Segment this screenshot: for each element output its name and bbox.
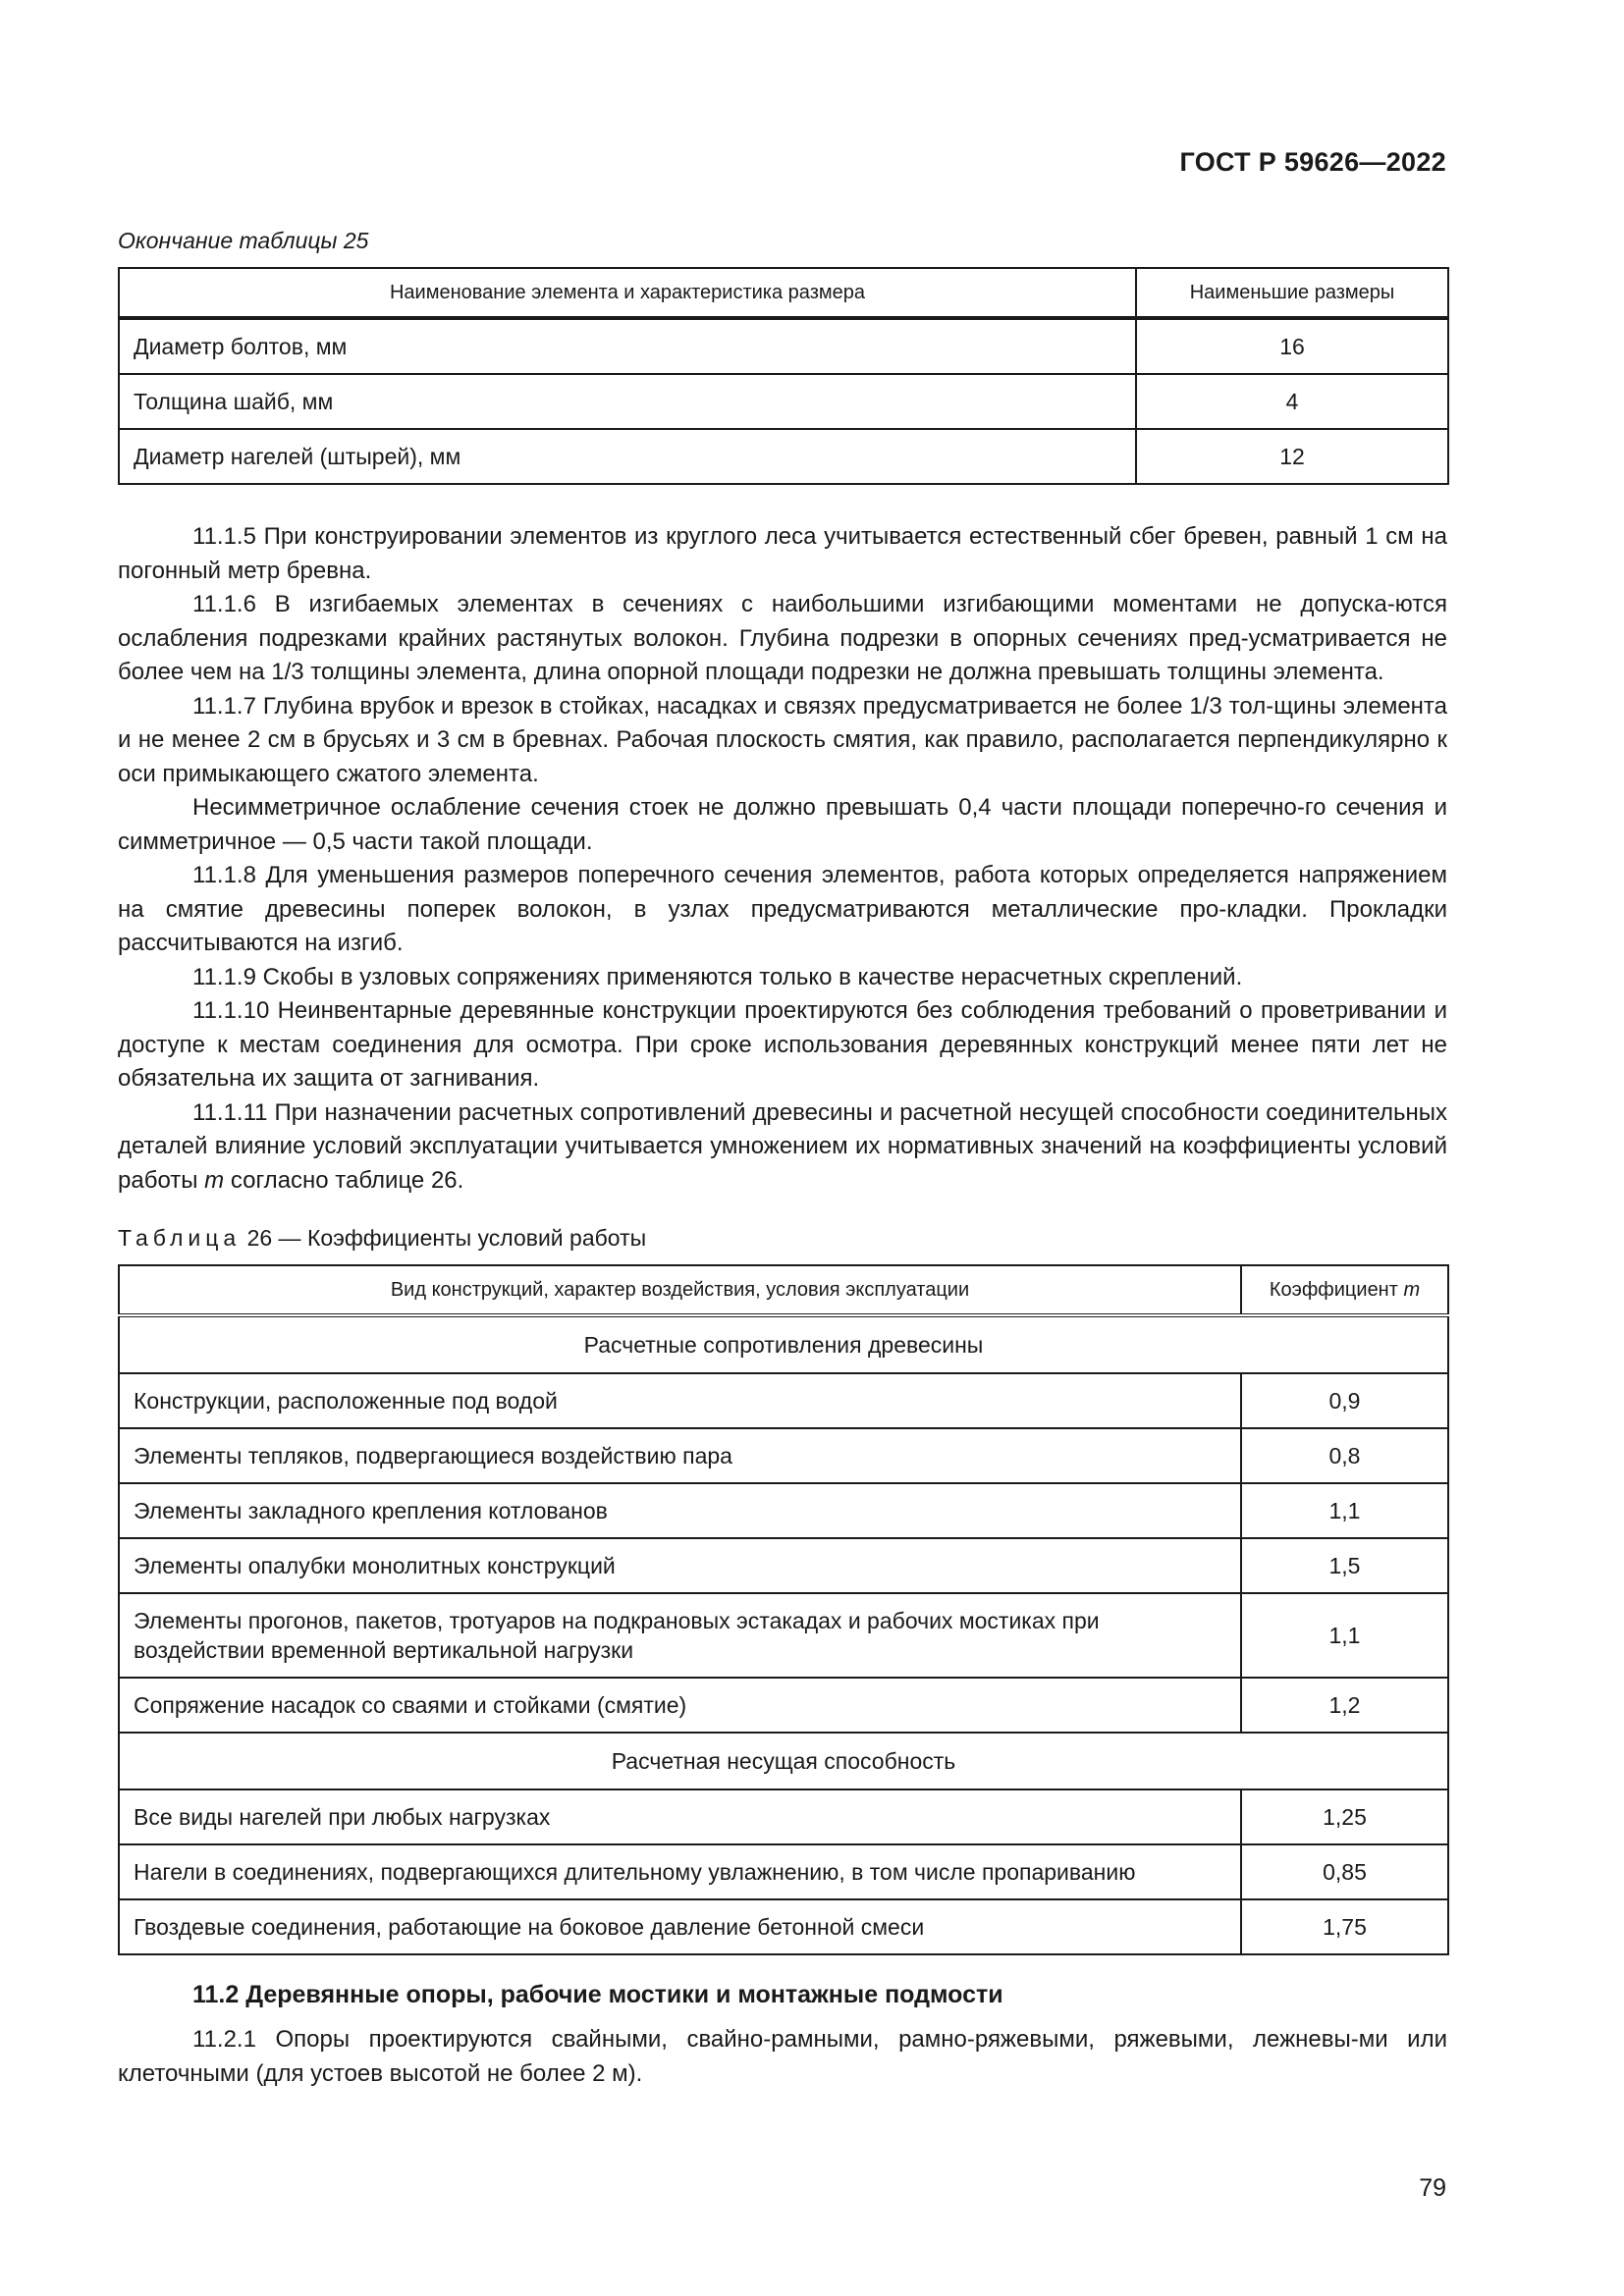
- table26-row-value: 1,5: [1241, 1538, 1448, 1593]
- symbol-m: m: [1403, 1278, 1421, 1301]
- table25-row-name: Толщина шайб, мм: [119, 374, 1136, 429]
- page-number: 79: [1419, 2174, 1446, 2202]
- paragraph-11-1-7: 11.1.7 Глубина врубок и врезок в стойках, насадках и связях предусматривается не более 1/3 тол-щины элемента и не менее 2 см в брусьях и 3 см в бревнах. Рабочая плоскость смятия, как правило, располагается перпендикулярно к оси примыкающего сжатого элемента.: [118, 692, 1447, 787]
- section-heading: 11.2 Деревянные опоры, рабочие мостики и монтажные подмости: [192, 1981, 1003, 2008]
- table-row: [119, 374, 1448, 429]
- table26-caption-label: Таблица: [118, 1225, 242, 1251]
- table-row: [119, 1538, 1448, 1593]
- paragraph-11-1-6: 11.1.6 В изгибаемых элементах в сечениях с наибольшими изгибающими моментами не допуска-ются ослабления подрезками крайних растянутых волокон. Глубина подрезки в опорных сечениях пред-усматривается не более чем на 1/3 толщины элемента, длина опорной площади подрезки не должна превышать толщины элемента.: [118, 591, 1447, 685]
- table25-row-name: Диаметр болтов, мм: [119, 318, 1136, 374]
- table-row: [119, 429, 1448, 484]
- table26-row-name: Гвоздевые соединения, работающие на боковое давление бетонной смеси: [119, 1899, 1241, 1954]
- table25-row-value: 4: [1136, 374, 1448, 429]
- document-code: ГОСТ Р 59626—2022: [1179, 147, 1446, 177]
- table25-header-row: [119, 268, 1448, 318]
- table26: [118, 1264, 1449, 1955]
- table-row: [119, 1428, 1448, 1483]
- table26-caption: [118, 1223, 1447, 1253]
- paragraph-11-2-1: 11.2.1 Опоры проектируются свайными, свайно-рамными, рамно-ряжевыми, ряжевыми, лежневы-ми или клеточными (для устоев высотой не более 2 м).: [118, 2026, 1447, 2087]
- paragraph-11-1-8: 11.1.8 Для уменьшения размеров поперечного сечения элементов, работа которых определяется напряжением на смятие древесины поперек волокон, в узлах предусматриваются металлические про-кладки. Прокладки рассчитываются на изгиб.: [118, 862, 1447, 956]
- table26-header-row: [119, 1265, 1448, 1315]
- table25-row-value: 12: [1136, 429, 1448, 484]
- table-section-row: [119, 1733, 1448, 1789]
- table26-row-value: 0,9: [1241, 1373, 1448, 1428]
- table25-row-value: 16: [1136, 318, 1448, 374]
- table26-row-value: 1,25: [1241, 1789, 1448, 1844]
- table-row: [119, 1483, 1448, 1538]
- table26-row-name: Элементы тепляков, подвергающиеся воздействию пара: [119, 1428, 1241, 1483]
- paragraph-11-1-5: 11.1.5 При конструировании элементов из круглого леса учитывается естественный сбег бревен, равный 1 см на погонный метр бревна.: [118, 523, 1447, 584]
- table25-header-name: Наименование элемента и характеристика размера: [119, 268, 1136, 318]
- table25: [118, 267, 1449, 485]
- table-row: [119, 1593, 1448, 1678]
- table-row: [119, 318, 1448, 374]
- paragraph-11-1-11-text: 11.1.11 При назначении расчетных сопротивлений древесины и расчетной несущей способности соединительных деталей влияние условий эксплуатации учитывается умножением их нормативных значений на коэффициенты условий работы: [118, 1098, 1447, 1194]
- table26-row-value: 1,1: [1241, 1593, 1448, 1678]
- table26-row-name: Элементы прогонов, пакетов, тротуаров на подкрановых эстакадах и рабочих мостиках при воздействии временной вертикальной нагрузки: [119, 1593, 1241, 1678]
- table26-row-name: Элементы опалубки монолитных конструкций: [119, 1538, 1241, 1593]
- table26-caption-title: 26 — Коэффициенты условий работы: [241, 1225, 647, 1251]
- table26-row-name: Элементы закладного крепления котлованов: [119, 1483, 1241, 1538]
- paragraph-11-1-10: 11.1.10 Неинвентарные деревянные конструкции проектируются без соблюдения требований о проветривании и доступе к местам соединения для осмотра. При сроке использования деревянных конструкций менее пяти лет не обязательна их защита от загнивания.: [118, 997, 1447, 1092]
- paragraph-11-1-7-cont: Несимметричное ослабление сечения стоек не должно превышать 0,4 части площади поперечно-го сечения и симметричное — 0,5 части такой площади.: [118, 794, 1447, 855]
- table26-header-value: Коэффициент m: [1241, 1265, 1448, 1315]
- table26-row-name: Конструкции, расположенные под водой: [119, 1373, 1241, 1428]
- table26-row-value: 1,75: [1241, 1899, 1448, 1954]
- table26-section-title: Расчетные сопротивления древесины: [119, 1315, 1448, 1373]
- table-row: [119, 1678, 1448, 1733]
- table26-row-value: 0,85: [1241, 1844, 1448, 1899]
- paragraph-11-1-9: 11.1.9 Скобы в узловых сопряжениях применяются только в качестве нерасчетных скреплений.: [192, 963, 1243, 990]
- table26-header-name: Вид конструкций, характер воздействия, условия эксплуатации: [119, 1265, 1241, 1315]
- table-row: [119, 1899, 1448, 1954]
- table26-row-value: 1,1: [1241, 1483, 1448, 1538]
- table26-row-name: Нагели в соединениях, подвергающихся длительному увлажнению, в том числе пропариванию: [119, 1844, 1241, 1899]
- paragraph-11-1-11: [118, 1096, 1447, 1199]
- table25-header-value: Наименьшие размеры: [1136, 268, 1448, 318]
- table26-row-name: Сопряжение насадок со сваями и стойками (смятие): [119, 1678, 1241, 1733]
- symbol-m: m: [204, 1166, 225, 1194]
- table25-row-name: Диаметр нагелей (штырей), мм: [119, 429, 1136, 484]
- page-content: [118, 226, 1447, 2091]
- table-section-row: [119, 1315, 1448, 1373]
- paragraph-11-1-11-end: согласно таблице 26.: [224, 1166, 464, 1194]
- table-row: [119, 1844, 1448, 1899]
- table26-section-title: Расчетная несущая способность: [119, 1733, 1448, 1789]
- table25-caption: Окончание таблицы 25: [118, 228, 369, 253]
- table26-row-name: Все виды нагелей при любых нагрузках: [119, 1789, 1241, 1844]
- table26-row-value: 1,2: [1241, 1678, 1448, 1733]
- table-row: [119, 1373, 1448, 1428]
- body-text: [118, 520, 1447, 1198]
- table-row: [119, 1789, 1448, 1844]
- table26-row-value: 0,8: [1241, 1428, 1448, 1483]
